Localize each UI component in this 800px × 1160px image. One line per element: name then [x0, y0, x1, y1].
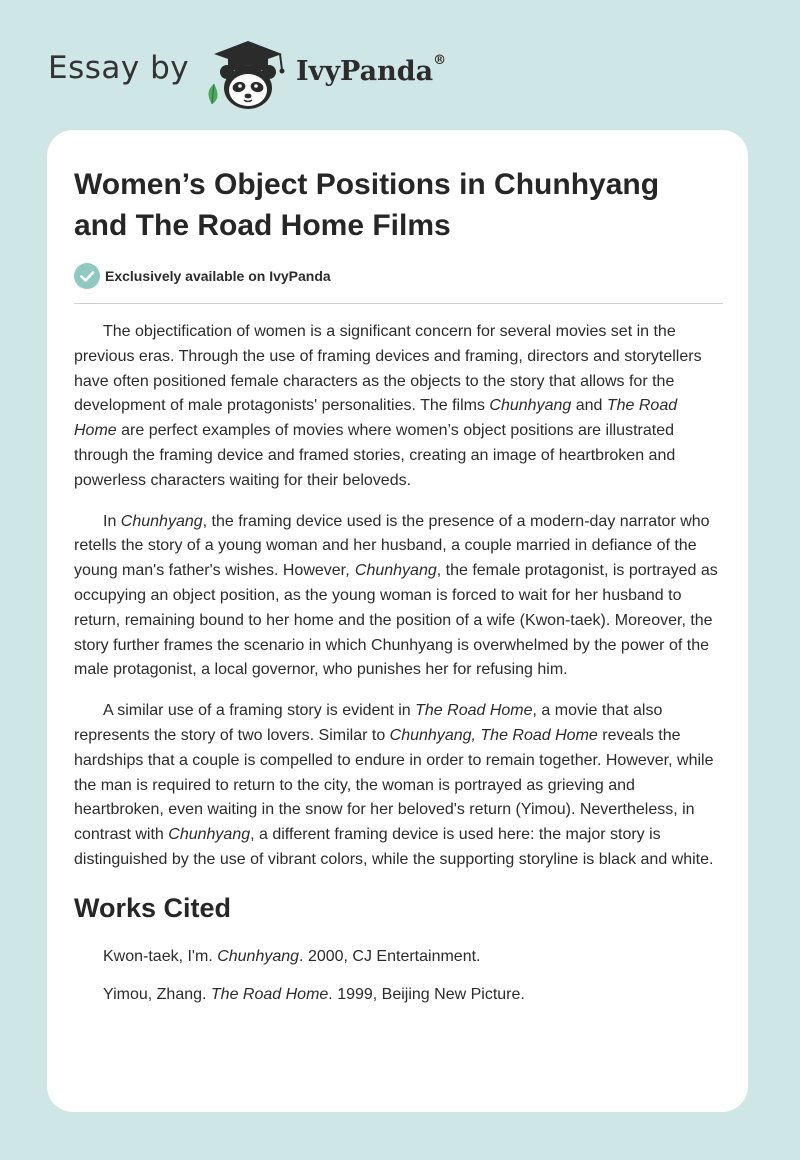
- citation: [74, 945, 723, 969]
- text-run: and: [571, 397, 607, 415]
- paragraph: [74, 320, 723, 494]
- registered-mark: ®: [433, 53, 447, 68]
- italic-title: Chunhyang: [217, 947, 300, 965]
- page-title: Women’s Object Positions in Chunhyang and The Road Home Films: [74, 168, 660, 242]
- italic-title: The Road Home: [415, 702, 533, 720]
- italic-title: Chunhyang, The Road Home: [389, 726, 598, 744]
- italic-title: Chunhyang: [489, 397, 572, 415]
- panda-graduate-icon[interactable]: [200, 36, 296, 112]
- essay-body: [74, 320, 723, 1021]
- brand-text: IvyPanda: [296, 56, 434, 87]
- essay-by-label: Essay by: [48, 50, 190, 86]
- text-run: , the female protagonist, is portrayed as occupying an object position, as the young woman is forced to wait for her husband to return, remaining bound to her home and the position of a wife (Kwon-taek). Moreover, the story further frames the scenario in which Chunhyang is overwhelmed by the power of the male protagonist, a local governor, who punishes her for refusing him.: [74, 562, 718, 679]
- essay-card: [47, 130, 748, 1112]
- exclusive-label: Exclusively available on IvyPanda: [105, 268, 331, 284]
- text-run: In: [103, 512, 121, 530]
- text-run: . 1999, Beijing New Picture.: [328, 985, 525, 1003]
- italic-title: Chunhyang: [168, 826, 251, 844]
- text-run: reveals the hardships that a couple is compelled to endure in order to remain together. However, while the man is required to return to the city, the woman is portrayed as grieving and heartbroken, even waiting in the snow for her beloved's return (Yimou). Nevertheless, in contrast with: [74, 726, 714, 844]
- text-run: are perfect examples of movies where women’s object positions are illustrated through the framing device and framed stories, creating an image of heartbroken and powerless characters waiting for their beloveds.: [74, 422, 676, 489]
- check-circle-icon: [74, 263, 100, 289]
- text-run: A similar use of a framing story is evident in: [103, 702, 416, 720]
- text-run: , a different framing device is used here: the major story is distinguished by the use of vibrant colors, while the supporting storyline is black and white.: [74, 826, 714, 868]
- text-run: Yimou, Zhang.: [103, 985, 211, 1003]
- text-run: The objectification of women is a significant concern for several movies set in the previous eras. Through the use of framing devices and framing, directors and storytellers have often positioned female characters as the objects to the story that allows for the development of male protagonists' personalities. The films: [74, 323, 702, 415]
- text-run: Kwon-taek, I'm.: [103, 947, 218, 965]
- text-run: , a movie that also represents the story of two lovers. Similar to: [74, 702, 663, 744]
- works-cited-heading: Works Cited: [74, 892, 232, 923]
- citation: [74, 983, 723, 1007]
- text-run: . 2000, CJ Entertainment.: [299, 947, 481, 965]
- paragraph: [74, 510, 723, 684]
- italic-title: , Chunhyang: [346, 562, 437, 580]
- paragraph: [74, 699, 723, 873]
- italic-title: The Road Home: [74, 397, 678, 440]
- italic-title: The Road Home: [210, 985, 329, 1003]
- site-header: [48, 36, 548, 112]
- brand-name[interactable]: [296, 53, 447, 87]
- text-run: , the framing device used is the presence of a modern-day narrator who retells the story of a young woman and her husband, a couple married in defiance of the young man's father's wishes. However: [74, 512, 710, 580]
- divider: [74, 303, 723, 304]
- italic-title: Chunhyang: [120, 512, 203, 530]
